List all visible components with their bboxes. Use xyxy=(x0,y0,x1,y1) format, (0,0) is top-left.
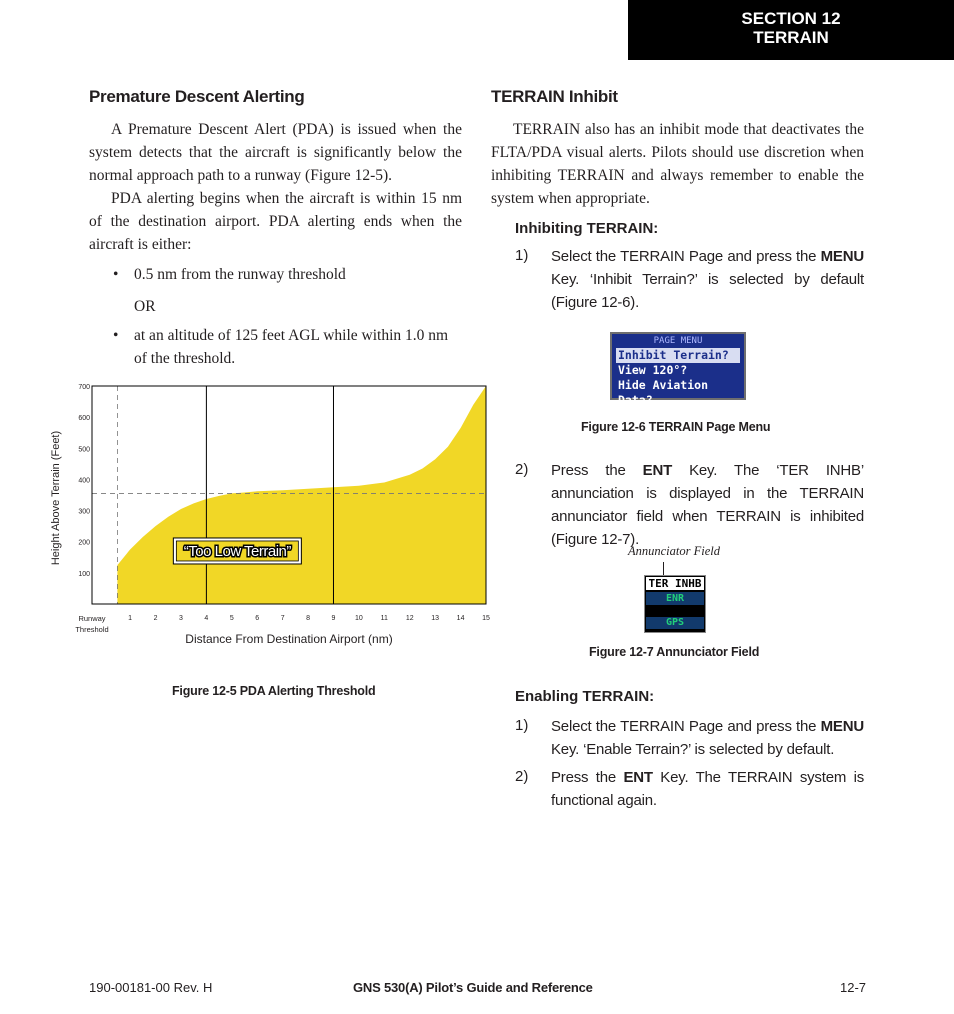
x-axis-label: Distance From Destination Airport (nm) xyxy=(185,632,393,646)
bullet-item-2: at an altitude of 125 feet AGL while within 1.0 nm of the threshold. xyxy=(134,327,449,367)
x-tick-label: 12 xyxy=(405,615,414,622)
footer-page-number: 12-7 xyxy=(840,980,867,995)
step-number: 2) xyxy=(515,461,529,478)
y-tick-label: 300 xyxy=(78,508,90,516)
figure-12-7-caption: Figure 12-7 Annunciator Field xyxy=(589,645,760,659)
too-low-terrain-area xyxy=(117,386,486,604)
x-tick-label: 8 xyxy=(306,615,311,622)
terrain-inhibit-heading: TERRAIN Inhibit xyxy=(491,87,618,106)
callout-line xyxy=(663,562,664,576)
menu-item-inhibit-terrain[interactable]: Inhibit Terrain? xyxy=(616,348,740,363)
annunciator-panel xyxy=(644,575,706,633)
x-tick-label: 7 xyxy=(280,615,285,622)
step-number: 1) xyxy=(515,717,529,734)
ter-inhb-annunciation: TER INHB xyxy=(646,577,704,590)
x-tick-label: 6 xyxy=(255,615,260,622)
page-menu-title: PAGE MENU xyxy=(653,336,703,346)
y-tick-label: 600 xyxy=(78,415,90,423)
menu-key: MENU xyxy=(820,718,864,735)
figure-12-5-caption: Figure 12-5 PDA Alerting Threshold xyxy=(172,684,376,698)
x-tick-label: 14 xyxy=(456,615,465,622)
or-text: OR xyxy=(134,298,156,315)
footer-title: GNS 530(A) Pilot’s Guide and Reference xyxy=(353,980,593,995)
x-tick-label: 1 xyxy=(128,615,133,622)
x-tick-label: 3 xyxy=(179,615,183,622)
ent-key: ENT xyxy=(623,769,653,786)
too-low-terrain-label: “Too Low Terrain” xyxy=(183,542,291,560)
section-header xyxy=(628,0,954,60)
pda-alert-chart xyxy=(40,378,510,668)
menu-item-view-120[interactable]: View 120°? xyxy=(618,363,688,377)
inhibit-step-1: Select the TERRAIN Page and press the MENU Key. ‘Inhibit Terrain?’ is selected by default (Figure 12-6). xyxy=(551,248,864,311)
pda-paragraph-2: PDA alerting begins when the aircraft is within 15 nm of the destination airport. PDA alerting ends when the aircraft is either: xyxy=(89,190,462,253)
x-tick-label: 2 xyxy=(153,615,158,622)
x-tick-label: 10 xyxy=(355,615,363,622)
pda-heading: Premature Descent Alerting xyxy=(89,87,305,106)
step-number: 1) xyxy=(515,247,529,264)
y-tick-label: 400 xyxy=(78,477,90,485)
ent-key: ENT xyxy=(642,462,673,479)
bullet-marker: • xyxy=(113,266,119,283)
terrain-page-menu-screen xyxy=(610,332,746,407)
x-tick-label: 4 xyxy=(204,615,209,622)
x-tick-label: 9 xyxy=(331,615,336,622)
footer-doc-number: 190-00181-00 Rev. H xyxy=(89,980,213,995)
section-number: SECTION 12 xyxy=(741,9,841,28)
y-axis-label: Height Above Terrain (Feet) xyxy=(50,430,62,566)
menu-item-hide-aviation-data[interactable]: Hide Aviation Data? xyxy=(618,378,709,407)
inhibit-step-2: Press the ENT Key. The ‘TER INHB’ annunciation is displayed in the TERRAIN annunciator field when TERRAIN is inhibited (Figure 12-7). xyxy=(551,462,864,548)
pda-paragraph-1: A Premature Descent Alert (PDA) is issued when the system detects that the aircraft is significantly below the normal approach path to a runway (Figure 12-5). xyxy=(89,121,462,184)
y-tick-label: 500 xyxy=(78,446,90,454)
enabling-heading: Enabling TERRAIN: xyxy=(515,688,655,705)
gps-annunciation: GPS xyxy=(646,617,704,629)
x-tick-label: 11 xyxy=(380,615,388,622)
y-tick-label: 700 xyxy=(78,384,90,391)
annunciator-spacer xyxy=(645,605,705,617)
bullet-item-1: 0.5 nm from the runway threshold xyxy=(134,266,346,283)
inhibiting-heading: Inhibiting TERRAIN: xyxy=(515,220,659,237)
enable-step-1: Select the TERRAIN Page and press the MENU Key. ‘Enable Terrain?’ is selected by default. xyxy=(551,718,864,758)
menu-key: MENU xyxy=(820,248,864,265)
enr-annunciation: ENR xyxy=(646,592,704,605)
x-origin-label: Threshold xyxy=(75,625,109,634)
figure-12-6-caption: Figure 12-6 TERRAIN Page Menu xyxy=(581,420,771,434)
terrain-inhibit-paragraph: TERRAIN also has an inhibit mode that deactivates the FLTA/PDA visual alerts. Pilots should use discretion when inhibiting TERRAIN and always remember to enable the system when appropriate. xyxy=(491,121,864,207)
bullet-marker: • xyxy=(113,327,119,344)
y-tick-label: 200 xyxy=(78,539,90,547)
x-tick-label: 13 xyxy=(431,615,440,622)
x-origin-label: Runway xyxy=(78,614,106,623)
x-tick-label: 5 xyxy=(229,615,234,622)
y-tick-label: 100 xyxy=(78,570,90,578)
section-title: TERRAIN xyxy=(753,28,829,47)
x-tick-label: 15 xyxy=(482,615,490,622)
annunciator-field-label: Annunciator Field xyxy=(628,544,720,558)
enable-step-2: Press the ENT Key. The TERRAIN system is functional again. xyxy=(551,769,865,809)
step-number: 2) xyxy=(515,768,529,785)
